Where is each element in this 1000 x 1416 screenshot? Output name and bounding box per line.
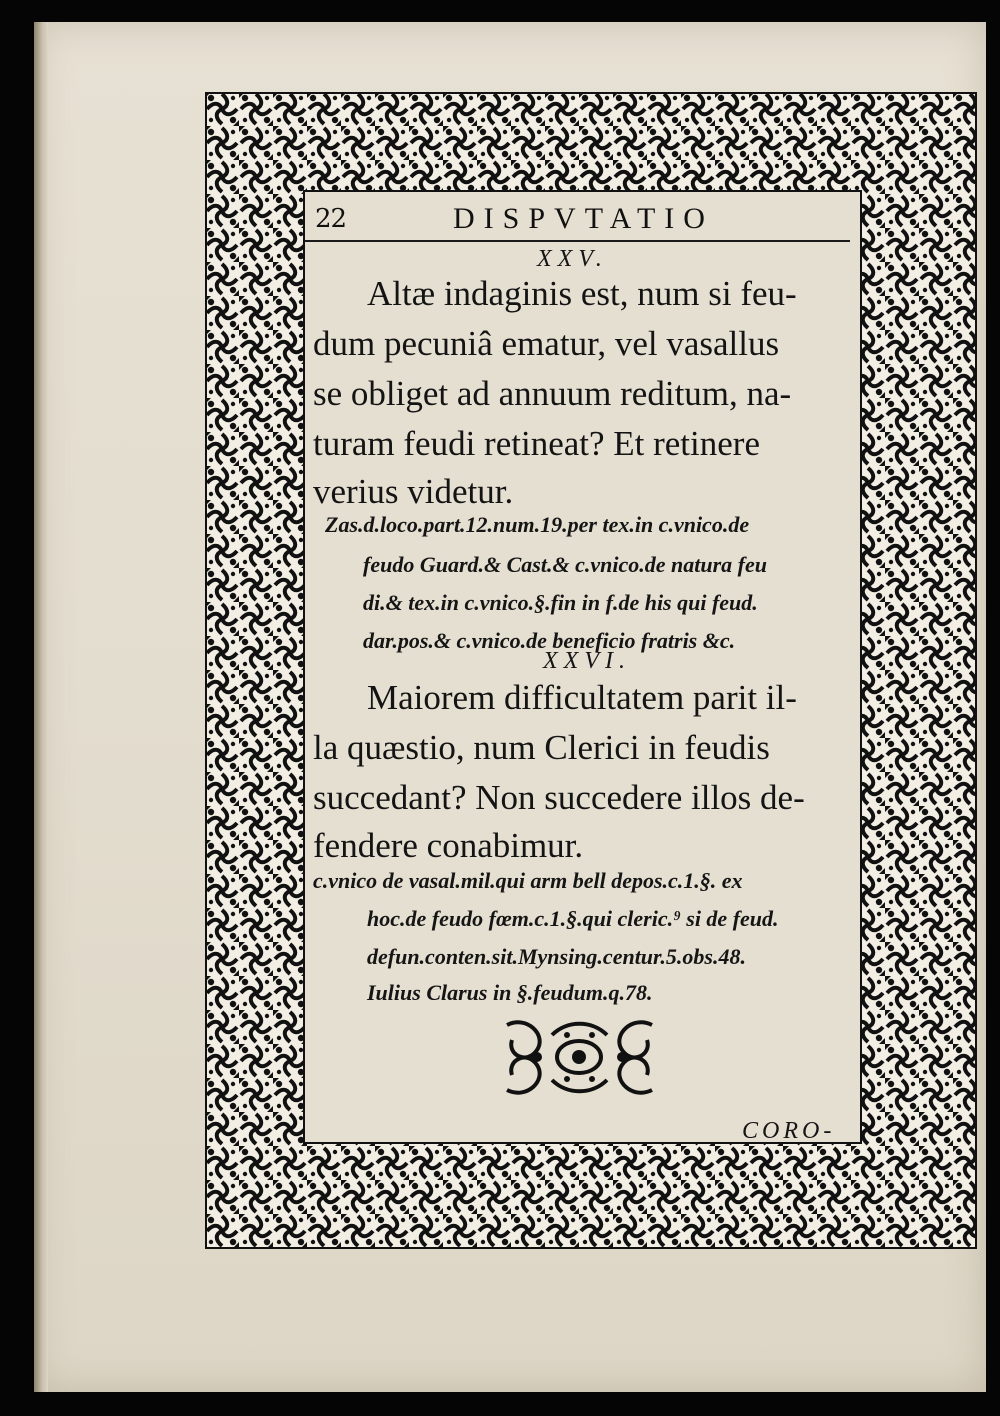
section-25-line-1: Altæ indaginis est, num si feu- <box>367 274 797 313</box>
running-head <box>305 200 850 242</box>
fleuron-ornament <box>497 1015 662 1100</box>
section-26-line-2: la quæstio, num Clerici in feudis <box>313 728 770 767</box>
section-25-citation-4: dar.pos.& c.vnico.de beneficio fratris &c. <box>363 628 736 653</box>
section-25-citation-1: Zas.d.loco.part.12.num.19.per tex.in c.vnico.de <box>325 512 750 537</box>
section-25-citation-2: feudo Guard.& Cast.& c.vnico.de natura feu <box>363 552 767 577</box>
section-25-line-4: turam feudi retineat? Et retinere <box>313 424 760 463</box>
text-block <box>305 200 855 1150</box>
section-26-citation-2: hoc.de feudo fœm.c.1.§.qui cleric.⁹ si de feud. <box>367 906 779 931</box>
page-edge <box>34 22 48 1392</box>
page-number: 22 <box>315 204 347 234</box>
running-title: DISPVTATIO <box>453 202 714 235</box>
section-26-line-1: Maiorem difficultatem parit il- <box>367 678 797 717</box>
section-26-citation-1: c.vnico de vasal.mil.qui arm bell depos.c.1.§. ex <box>313 868 743 893</box>
section-26-citation-3: defun.conten.sit.Mynsing.centur.5.obs.48. <box>367 944 746 969</box>
catchword: CORO- <box>742 1118 836 1144</box>
section-26-line-3: succedant? Non succedere illos de- <box>313 778 805 817</box>
section-number-26: XXVI. <box>543 648 631 674</box>
section-26-citation-4: Iulius Clarus in §.feudum.q.78. <box>367 980 653 1005</box>
section-25-line-3: se obliget ad annuum reditum, na- <box>313 374 792 413</box>
section-26-line-4: fendere conabimur. <box>313 826 584 865</box>
section-25-line-5: verius videtur. <box>313 472 514 511</box>
section-number-25: XXV. <box>537 246 608 272</box>
section-25-line-2: dum pecuniâ ematur, vel vasallus <box>313 324 780 363</box>
section-25-citation-3: di.& tex.in c.vnico.§.fin in f.de his qui feud. <box>363 590 758 615</box>
